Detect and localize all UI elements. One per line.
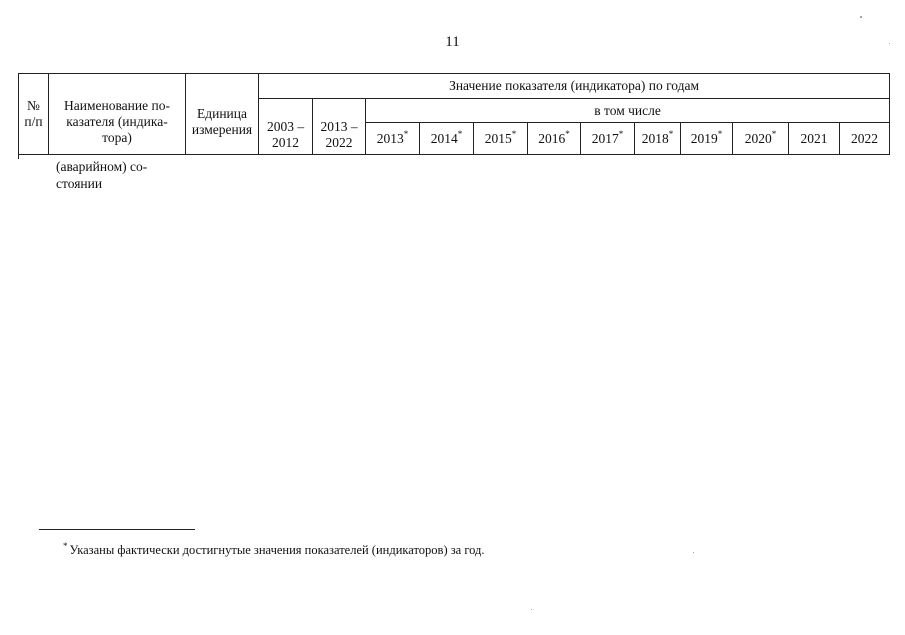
header-values-by-year: [259, 74, 890, 99]
year-footnote-mark: *: [618, 128, 624, 139]
footnote: [63, 542, 485, 558]
continued-indicator-name: (аварийном) со- стоянии: [56, 159, 148, 191]
header-year-cell: [474, 123, 528, 155]
footnote-mark: *: [63, 541, 68, 551]
header-including: [366, 99, 890, 123]
scan-speck: [860, 16, 862, 18]
year-label: 2019: [690, 130, 718, 146]
year-label: 2017: [591, 130, 619, 146]
header-unit: [186, 74, 259, 155]
page-number: 11: [445, 34, 460, 50]
header-including-label: в том числе: [594, 102, 661, 118]
year-footnote-mark: *: [403, 128, 409, 139]
year-footnote-mark: *: [668, 128, 674, 139]
scan-speck: [889, 43, 890, 44]
year-footnote-mark: *: [457, 128, 463, 139]
header-indicator-name-label: Наименование по- казателя (индика- тора): [64, 98, 170, 145]
header-year-cell: [789, 123, 840, 155]
year-label: 2015: [484, 130, 512, 146]
year-footnote-mark: *: [771, 128, 777, 139]
continuation-unit-cell: [186, 155, 259, 159]
header-year-cell: [681, 123, 733, 155]
year-label: 2021: [800, 130, 828, 146]
scan-speck: [693, 552, 694, 553]
year-label: 2018: [641, 130, 669, 146]
header-year-cell: [581, 123, 635, 155]
continuation-values-cell: [259, 155, 890, 159]
header-year-cell: [635, 123, 681, 155]
continuation-number-cell: [19, 155, 49, 159]
header-year-cell: [366, 123, 420, 155]
header-period-2003-2012-label: 2003 – 2012: [266, 118, 305, 150]
header-unit-label: Единица измерения: [191, 106, 253, 137]
header-number: [19, 74, 49, 155]
footnote-divider: [39, 529, 195, 530]
year-label: 2014: [430, 130, 458, 146]
year-label: 2020: [744, 130, 772, 146]
header-values-by-year-label: Значение показателя (индикатора) по годам: [449, 78, 700, 93]
header-period-2013-2022-label: 2013 – 2022: [320, 118, 358, 150]
indicator-table: [18, 73, 890, 159]
year-label: 2013: [376, 130, 404, 146]
year-label: 2016: [538, 130, 566, 146]
footnote-text: Указаны фактически достигнутые значения показателей (индикаторов) за год.: [69, 543, 485, 557]
year-footnote-mark: *: [565, 128, 570, 139]
header-year-cell: [528, 123, 581, 155]
header-year-cell: [733, 123, 789, 155]
header-period-2013-2022: [313, 99, 366, 155]
scan-speck: [531, 609, 532, 610]
header-number-label: № п/п: [24, 98, 43, 129]
header-indicator-name: [49, 74, 186, 155]
year-footnote-mark: *: [511, 128, 517, 139]
header-period-2003-2012: [259, 99, 313, 155]
header-year-cell: [840, 123, 890, 155]
year-footnote-mark: *: [717, 128, 723, 139]
header-year-cell: [420, 123, 474, 155]
year-label: 2022: [851, 130, 879, 146]
